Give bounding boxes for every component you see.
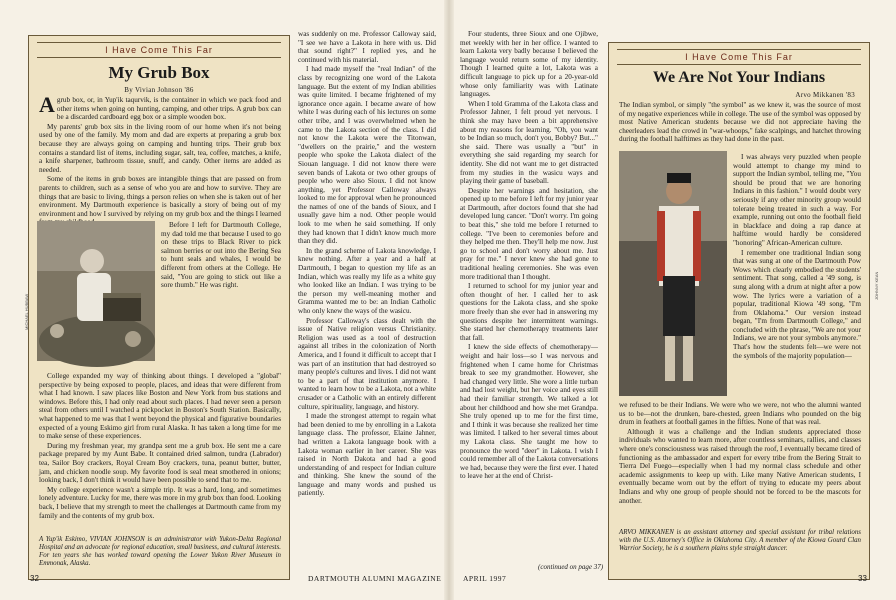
left-para-2: My parents' grub box sits in the living room of our home when it's not being used by one of the family. My mom and dad are experts at preparing a grub box because they are always going on camping and hunting trips. Their grub box contains a standard list of items, including sugar, salt, tea, coffee, matches, a knife, a knife sharpener, bathroom tissue, snuff, and candy. Other items are added as needed. bbox=[39, 122, 281, 174]
middle-right-column bbox=[460, 30, 598, 562]
right-col-a bbox=[733, 153, 861, 396]
left-bio: A Yup'ik Eskimo, VIVIAN JOHNSON is an administrator with Yukon-Delta Regional Hospital and an advocate for regional education, small business, and cultural interests. For ten years she has worked toward opening the Lower Yukon River Museum in Emmonak, Alaska. bbox=[39, 536, 281, 567]
mid-rule bbox=[37, 57, 281, 58]
right-a-para-1: I was always very puzzled when people would attempt to change my mind to support the Indian symbol, telling me, "You should be proud that we are honoring Indians in this fashion." I would doubt very seriously if any other minority group would tolerate being treated in such a way. For example, running out onto the football field in blackface and doing a rap dance at halftime would hardly be considered "honoring" African-American culture. bbox=[733, 153, 861, 247]
left-para-7: My college experience wasn't a simple trip. It was a hard, long, and sometimes lonely adventure. Lucky for me, there was more in my grub box than food. Looking back, I believe that my strength to meet the challenges at Dartmouth came from my family and the contents of my grub box. bbox=[39, 485, 281, 520]
top-rule bbox=[617, 49, 861, 50]
magazine-name: DARTMOUTH ALUMNI MAGAZINE bbox=[308, 574, 442, 583]
left-para-4: Before I left for Dartmouth College, my dad told me that because I used to go on these trips to Black River to pick salmon berries or out into the Bering Sea to hunt seals and whales, I would be different from others at the College. He said, "You are going to stick out like a sore thumb." He was right. bbox=[161, 221, 281, 290]
right-b-para-2: Although it was a challenge and the Indian students appreciated those individuals who wanted to learn more, after countless seminars, rallies, and classes where one's consciousness was raised through the roof, I eventually became tired of functioning as the ambassador and expert for every tribe from the Bering Strait to Tierra Del Fuego—especially when I had my normal class schedule and other academic assignments to keep up with. Like many Native American students, I eventually became worn out by the effort of trying to educate my peers about Indians and why one group of people should not be forced to be the mascots for another. bbox=[619, 427, 861, 505]
mid-left-para-1: was suddenly on me. Professor Calloway said, "I see we have a Lakota in here with us. Did that sound right?" I replied yes, and he continued with his material. bbox=[298, 30, 436, 64]
mid-left-para-3: In the grand scheme of Lakota knowledge, I knew nothing. After a year and a half at Dartmouth, I began to question my life as an Indian, which was really my life as a white guy who looked like an Indian. I was trying to be the person my well-meaning mother and Gramma wanted me to be: an Indian Catholic who only knew the ways of the wasicu. bbox=[298, 246, 436, 315]
mid-left-para-2: I had made myself the "real Indian" of the class by recognizing one word of the Lakota language. But the extent of my Indian abilities was quite limited. I became frightened of my ignorance once again. I became aware of how white I was during each of his lectures on some other tribe, and I was overwhelmed when he came to the Lakota section of the class. I did not know the Lakota were the Titonwan, "dwellers on the prairie," and the western people who spoke the Lakota dialect of the Siouan language. I did not know there were seven bands of Lakota or two other groups of people who were also Sioux. I did not know anything, yet Professor Calloway always looked to me for approval when he pronounced the names of one of the bands of Sioux, and I usually gave him a nod. Other people would look to me when he said something. If only they had known that I didn't know much more than they did. bbox=[298, 65, 436, 246]
mid-right-para-1: Four students, three Sioux and one Ojibwe, met weekly with her in her office. I wanted to learn Lakota very badly because I believed the language would return some of my identity. Though I learned quite a lot, Lakota was a difficult language to pick up for a 20-year-old whose only familiarity was with Latinate languages. bbox=[460, 30, 598, 99]
continued-note: (continued on page 37) bbox=[538, 563, 604, 571]
right-bio: ARVO MIKKANEN is an assistant attorney and special assistant for tribal relations with the U.S. Attorney's Office in Oklahoma City. A member of the Kiowa Gourd Clan Warrior Society, he is a southern plains style straight dancer. bbox=[619, 529, 861, 552]
right-intro-text: The Indian symbol, or simply "the symbol" as we knew it, was the source of most of my negative experiences while in college. The use of the symbol was opposed by most Native American students because we did not appreciate having the cheerleaders lead the crowd in "war-whoops," fake scalpings, and hatchet throwing during the football halftimes as they had done in the past. bbox=[619, 101, 861, 144]
left-kicker: I Have Come This Far bbox=[105, 45, 213, 55]
right-title: We Are Not Your Indians bbox=[652, 69, 826, 86]
left-article-bottom bbox=[39, 372, 281, 532]
mid-left-para-4: Professor Calloway's class dealt with the issue of Native religion versus Christianity. Religion was used as a tool of destruction against all tribes in the colonization of North America, and I found it difficult to accept that I was part of an institution that had destroyed so many people's cultures and lives. I did not want to be a part of that institution anymore. I wanted to learn how to be a Lakota, not a white crusader or a Catholic with an entirely different culture, spirituality, language, and history. bbox=[298, 316, 436, 411]
grub-box-photo bbox=[37, 221, 155, 361]
mid-right-para-3: Despite her warnings and hesitation, she opened up to me before I left for my junior year at Dartmouth, after doctors found that she had developed lung cancer. "Don't worry. I'm going to beat this," she told me before I returned to college. "I've been to ceremonies before and they helped me then. They'll help me now. Just go to school and don't worry about me. Just pray for me." I never knew she had gone to traditional healing ceremonies. She was even more traditional than I thought. bbox=[460, 186, 598, 281]
drop-cap: A bbox=[39, 92, 55, 117]
right-photo-credit: JOHNNY KEAN bbox=[874, 271, 879, 300]
right-byline: Arvo Mikkanen '83 bbox=[795, 91, 855, 99]
right-col-b bbox=[619, 401, 861, 521]
mid-right-para-5: I knew the side effects of chemotherapy—weight and hair loss—so I was nervous and frightened when I came home for Christmas break to see my grandmother. However, she had changed very little. She wore a little turban and had lost weight, but her voice and eyes still had their familiar strength. We talked a lot about her childhood and how she met Grandpa. She truly opened up to me for the first time, and I think it was because she realized her time was limited. I talked to her several times about my Lakota class. She taught me how to pronounce the word "deer" in Lakota. I wish I could remember all of the Lakota conversations we had, because they were the first ever. I hated to leave her at the end of Christ- bbox=[460, 343, 598, 481]
regalia-photo-image bbox=[619, 151, 727, 396]
right-a-para-2: I remember one traditional Indian song that was sung at one of the Dartmouth Pow Wows which clearly embodied the students' sentiment. That song, called a '49 song, is sung along with a drum at night after a pow wow. The lyrics were a variation of a popular, traditional Kiowa '49 song, "I'm from Oklahoma." Our version instead began, "I'm from Dartmouth College," and concluded with the phrase, "We are not your Indians, we are not your symbols anymore." That's how the students felt—we were not the symbols of the majority population— bbox=[733, 248, 861, 360]
left-byline: By Vivian Johnson '86 bbox=[124, 86, 194, 94]
mid-right-para-2: When I told Gramma of the Lakota class and Professor Jahner, I felt proud yet nervous. I think she may have been a bit apprehensive about my reasons for learning. "Oh, you want to be Indian so much, don't you, Bobby? But..." she said. There was usually a "but" in everything she said regarding my search for identity. She did not want me to get distracted from my studies in the wasicu ways and playing their game of baseball. bbox=[460, 99, 598, 186]
left-para-5: College expanded my way of thinking about things. I developed a "global" perspective by being exposed to people, places, and ideas that were different from what I had known. I saw places like Boston and New York from bus stations and windows. Before this, I had only read about such places. I had never seen a person steal from others until I watched a pickpocket in Boston's South Station. Basically, what happened to me was that I went beyond the physical and figurative boundaries expected of a young Eskimo girl from rural Alaska. It has taken a long time for me to make sense of these experiences. bbox=[39, 372, 281, 441]
page-number-right: 33 bbox=[858, 574, 867, 583]
issue-date: APRIL 1997 bbox=[463, 574, 507, 583]
right-sidebar-box bbox=[608, 42, 870, 580]
left-article-wrap bbox=[161, 221, 281, 371]
indian-regalia-photo bbox=[619, 151, 727, 396]
mid-left-para-5: I made the strongest attempt to regain what had been denied to me by enrolling in a Lakota language class. The professor, Elaine Jahner, had written a Lakota language book with a Lakota woman earlier in her career. She was raised in North Dakota and had a good understanding of and respect for Indian culture and thinking. She knew the sound of the language and many words and pushed us patiently. bbox=[298, 412, 436, 498]
right-kicker: I Have Come This Far bbox=[685, 52, 793, 62]
page-gutter bbox=[444, 0, 454, 600]
right-intro bbox=[619, 101, 861, 153]
mid-rule bbox=[617, 64, 861, 65]
left-para-3a: Some of the items in grub boxes are intangible things that are passed on from parents to children, such as a sense of who you are and how to survive. They are things that are basic to living, things a person relies on when she is taken out of her environment. My Dartmouth experience is basically a story of being out of my environment and how I survived by relying on my grub box and the things I learned bbox=[39, 175, 281, 218]
grub-box-photo-image bbox=[37, 221, 155, 361]
left-article-top bbox=[39, 92, 281, 218]
top-rule bbox=[37, 42, 281, 43]
left-para-1: grub box, or, in Yup'ik taqurvik, is the container in which we pack food and other items when going on hunting, camping, and other trips. A grub box can be a discarded cardboard egg box or a simple wooden box. bbox=[56, 96, 281, 122]
left-sidebar-box bbox=[28, 35, 290, 580]
mid-right-para-4: I returned to school for my junior year and often thought of her. I called her to ask questions for the Lakota class, and she spoke more freely than she ever had in answering my questions despite her intermittent warnings. She started her chemotherapy treatments later that fall. bbox=[460, 282, 598, 342]
left-photo-credit: MICHAEL HUBBAW bbox=[24, 293, 29, 330]
middle-left-column bbox=[298, 30, 436, 570]
right-b-para-1: we refused to be their Indians. We were who we were, not who the alumni wanted us to be—not the drunken, bare-chested, green Indians who pounded on the big drum in feathers at football games in the fifties. None of that was real. bbox=[619, 401, 861, 427]
page-number-left: 32 bbox=[30, 574, 39, 583]
left-title: My Grub Box bbox=[108, 63, 210, 82]
left-para-6: During my freshman year, my grandpa sent me a grub box. He sent me a care package prepared by my Aunt Babe. It contained dried salmon, tundra (Labrador) tea, Sailor Boy crackers, Royal Cream Boy crackers, tuna, peanut butter, butter, jam, and chicken noodle soup. My favorite food is seal meat smothered in onions; looking back, I don't think it would have been possible to send that to me. bbox=[39, 441, 281, 485]
